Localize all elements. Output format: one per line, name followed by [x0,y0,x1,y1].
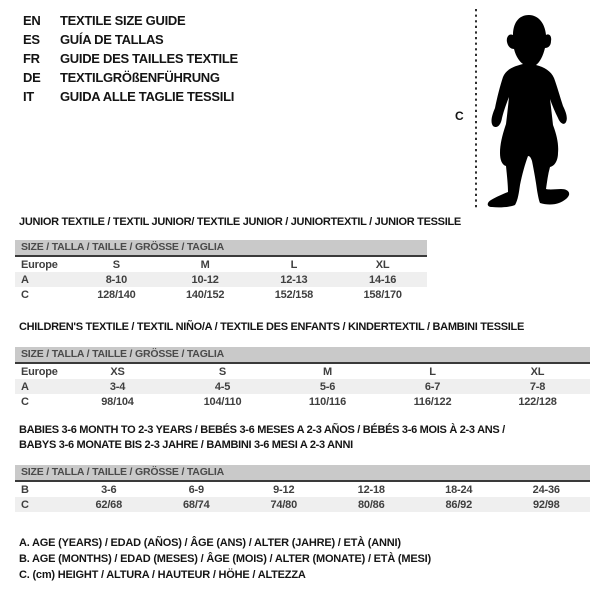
babies-title-line2: BABYS 3-6 MONATE BIS 2-3 JAHRE / BAMBINI 3-6 MESI A 2-3 ANNI [19,438,353,451]
size-cell: 7-8 [529,380,546,393]
size-cell: 12-18 [357,483,385,496]
footnote-a: A. AGE (YEARS) / EDAD (AÑOS) / ÂGE (ANS) / ALTER (JAHRE) / ETÀ (ANNI) [19,537,401,549]
row-label: A [21,380,29,393]
size-cell: 14-16 [369,273,397,286]
size-cell: 74/80 [270,498,298,511]
size-cell: 98/104 [101,395,134,408]
size-cell: 24-36 [532,483,560,496]
language-row-de [23,68,238,87]
language-label: TEXTILGRÖßENFÜHRUNG [60,70,220,85]
table-row-a [15,272,427,287]
language-row-es [23,30,238,49]
size-cell: 9-12 [273,483,295,496]
size-cell: 128/140 [97,288,136,301]
babies-title-line1: BABIES 3-6 MONTH TO 2-3 YEARS / BEBÉS 3-6 MESES A 2-3 AÑOS / BÉBÉS 3-6 MOIS À 2-3 ANS / [19,424,505,436]
children-size-table [15,364,590,409]
size-col-header: L [290,258,298,271]
height-label-c: C [455,109,464,123]
size-cell: 86/92 [445,498,473,511]
row-label: C [21,288,29,301]
table-row-c [15,394,590,409]
size-cell: 3-6 [101,483,117,496]
junior-section-title: JUNIOR TEXTILE / TEXTIL JUNIOR/ TEXTILE JUNIOR / JUNIORTEXTIL / JUNIOR TESSILE [19,216,461,228]
language-list [23,11,238,106]
baby-silhouette-path [488,15,569,207]
table-row-c [15,497,590,512]
size-cell: 68/74 [182,498,210,511]
junior-size-table [15,257,427,302]
size-cell: 140/152 [185,288,225,301]
size-cell: 122/128 [518,395,557,408]
size-cell: 110/116 [308,395,347,408]
size-cell: 80/86 [357,498,385,511]
language-code: DE [23,70,41,85]
footnote-b: B. AGE (MONTHS) / EDAD (MESES) / ÂGE (MOIS) / ALTER (MONATE) / ETÀ (MESI) [19,553,431,565]
size-cell: 92/98 [532,498,560,511]
size-cell: 6-7 [424,380,441,393]
children-size-header-bar: SIZE / TALLA / TAILLE / GRÖSSE / TAGLIA [15,347,590,364]
size-col-header: M [200,258,210,271]
junior-size-header-bar: SIZE / TALLA / TAILLE / GRÖSSE / TAGLIA [15,240,427,257]
language-code: IT [23,89,34,104]
size-cell: 12-13 [280,273,308,286]
size-col-header: XL [375,258,390,271]
size-cell: 152/158 [274,288,314,301]
babies-section-title [19,423,579,452]
region-label: Europe [21,365,58,378]
size-cell: 8-10 [105,273,127,286]
row-label: C [21,498,29,511]
babies-size-header-bar: SIZE / TALLA / TAILLE / GRÖSSE / TAGLIA [15,465,590,482]
table-row-c [15,287,427,302]
size-cell: 5-6 [319,380,336,393]
table-row-header [15,364,590,379]
size-col-header: S [218,365,227,378]
size-cell: 4-5 [214,380,231,393]
footnote-c: C. (cm) HEIGHT / ALTURA / HAUTEUR / HÖHE / ALTEZZA [19,569,306,581]
language-row-en [23,11,238,30]
babies-size-table [15,482,590,512]
size-cell: 18-24 [445,483,473,496]
language-label: GUIDA ALLE TAGLIE TESSILI [60,89,235,104]
size-cell: 10-12 [191,273,219,286]
region-label: Europe [21,258,58,271]
language-row-it [23,87,238,106]
language-label: GUÍA DE TALLAS [60,32,164,47]
table-row-a [15,379,590,394]
table-row-header [15,257,427,272]
row-label: C [21,395,29,408]
size-col-header: S [112,258,120,271]
size-col-header: M [323,365,332,378]
size-cell: 62/68 [95,498,123,511]
language-label: TEXTILE SIZE GUIDE [60,13,186,28]
size-cell: 6-9 [188,483,204,496]
baby-silhouette-icon [470,3,600,210]
language-code: EN [23,13,41,28]
size-col-header: XS [110,365,125,378]
language-row-fr [23,49,238,68]
language-label: GUIDE DES TAILLES TEXTILE [60,51,238,66]
children-section-title: CHILDREN'S TEXTILE / TEXTIL NIÑO/A / TEXTILE DES ENFANTS / KINDERTEXTIL / BAMBINI TESSILE [19,321,524,333]
size-cell: 3-4 [109,380,126,393]
language-code: ES [23,32,40,47]
language-code: FR [23,51,40,66]
size-cell: 104/110 [203,395,242,408]
size-col-header: XL [530,365,545,378]
size-cell: 158/170 [363,288,402,301]
row-label: B [21,483,29,496]
table-row-b [15,482,590,497]
size-col-header: L [429,365,436,378]
row-label: A [21,273,29,286]
footnotes [19,535,431,583]
size-cell: 116/122 [413,395,452,408]
